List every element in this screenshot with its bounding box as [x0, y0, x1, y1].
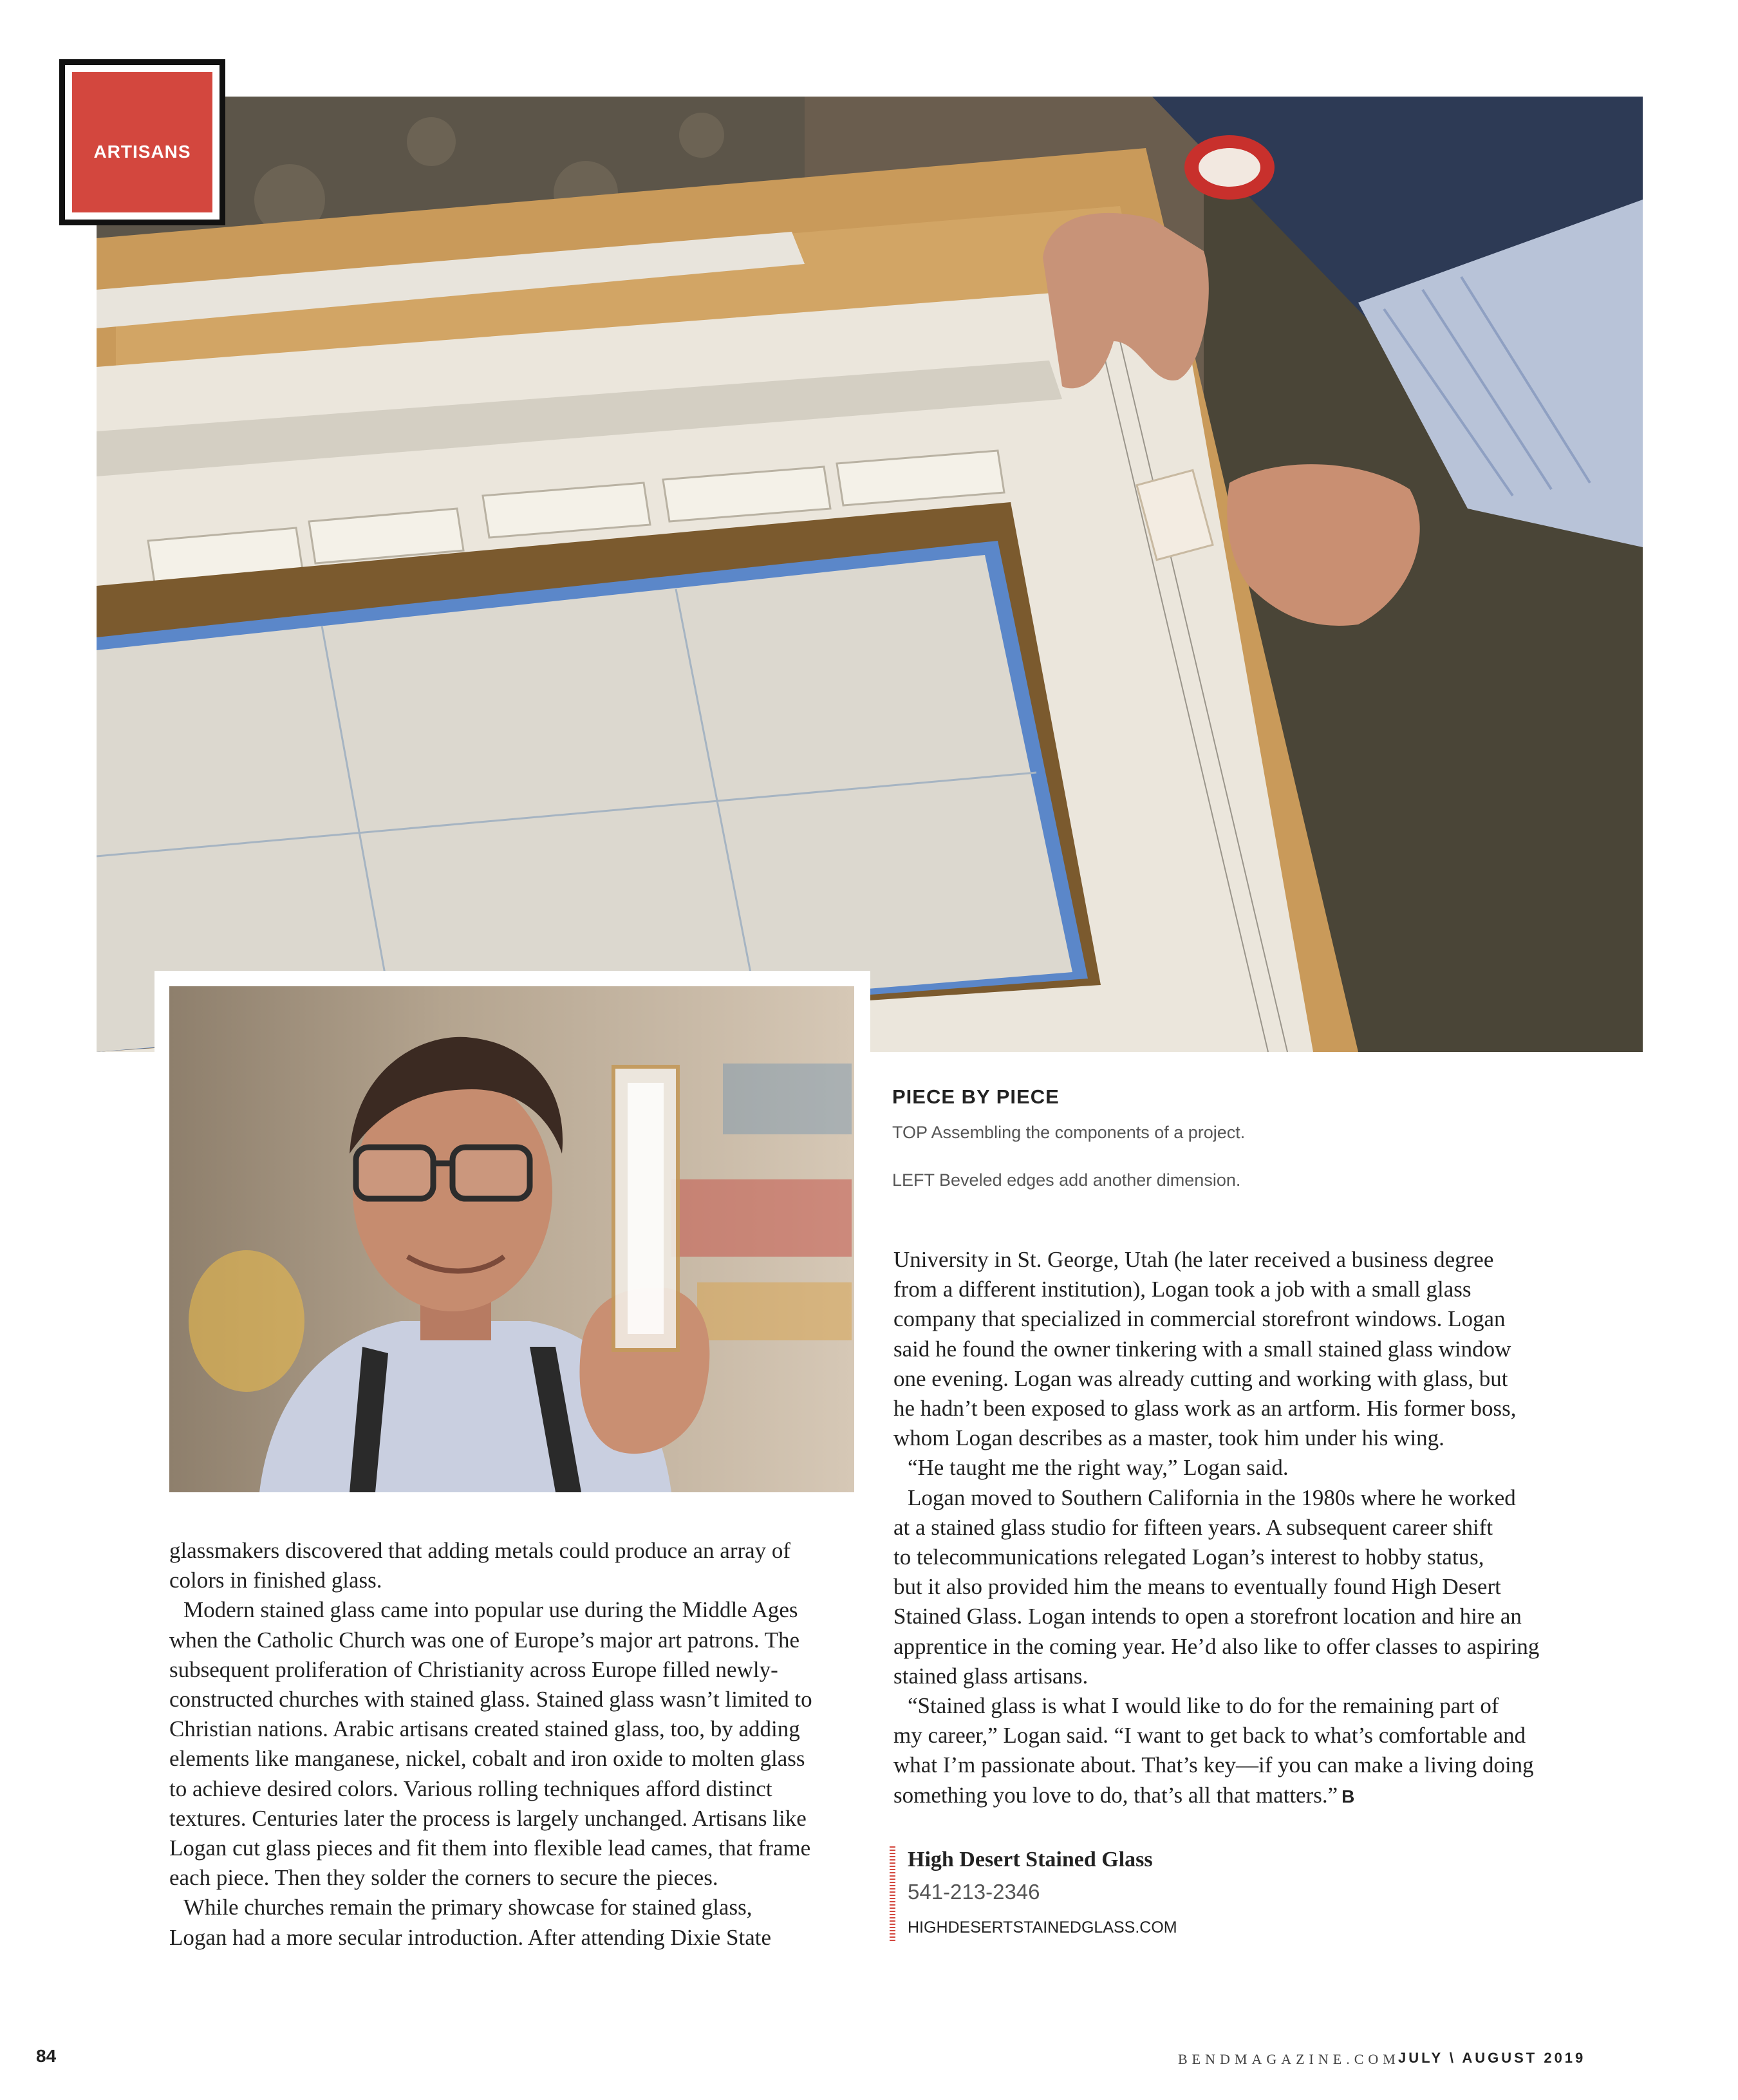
- body-line: to telecommunications relegated Logan’s interest to hobby status,: [893, 1544, 1484, 1570]
- contact-website-link[interactable]: HIGHDESERTSTAINEDGLASS.COM: [908, 1918, 1177, 1936]
- footer-site: BENDMAGAZINE.COM: [1178, 2051, 1400, 2067]
- top-photo-assembling-glass: [97, 97, 1643, 1052]
- body-line: Logan cut glass pieces and fit them into flexible lead cames, that frame: [169, 1835, 811, 1861]
- body-line: elements like manganese, nickel, cobalt and iron oxide to molten glass: [169, 1746, 805, 1772]
- body-line: at a stained glass studio for fifteen years. A subsequent career shift: [893, 1514, 1493, 1540]
- body-line: company that specialized in commercial storefront windows. Logan: [893, 1306, 1506, 1332]
- body-line: apprentice in the coming year. He’d also like to offer classes to aspiring: [893, 1633, 1540, 1659]
- body-line: Christian nations. Arabic artisans created stained glass, too, by adding: [169, 1716, 800, 1742]
- contact-accent-bar: [890, 1846, 895, 1943]
- caption-title: PIECE BY PIECE: [892, 1085, 1060, 1108]
- body-line-last: [893, 1781, 1582, 1812]
- caption-top: TOP Assembling the components of a project.: [892, 1123, 1246, 1142]
- body-line: Stained Glass. Logan intends to open a storefront location and hire an: [893, 1604, 1522, 1629]
- body-line-last-text: something you love to do, that’s all that matters.”: [893, 1782, 1338, 1808]
- body-line: colors in finished glass.: [169, 1568, 382, 1593]
- footer-issue: JULY \ AUGUST 2019: [1398, 2050, 1586, 2066]
- body-column-left: [169, 1536, 858, 1953]
- body-line: constructed churches with stained glass. Stained glass wasn’t limited to: [169, 1687, 812, 1712]
- section-tag-label: ARTISANS: [93, 142, 191, 162]
- body-line: “He taught me the right way,” Logan said.: [908, 1455, 1289, 1481]
- contact-business-name: High Desert Stained Glass: [908, 1848, 1153, 1871]
- section-tag: [59, 59, 225, 225]
- body-line: stained glass artisans.: [893, 1663, 1089, 1689]
- caption-left: LEFT Beveled edges add another dimension.: [892, 1170, 1241, 1190]
- page-number: 84: [36, 2046, 57, 2066]
- body-line: but it also provided him the means to eventually found High Desert: [893, 1574, 1501, 1600]
- body-line: whom Logan describes as a master, took him under his wing.: [893, 1425, 1444, 1451]
- body-line: University in St. George, Utah (he later received a business degree: [893, 1247, 1494, 1272]
- body-line: “Stained glass is what I would like to do for the remaining part of: [908, 1693, 1499, 1719]
- body-column-right: [893, 1245, 1582, 1812]
- end-mark-icon: B: [1341, 1786, 1354, 1806]
- inset-photo-beveled-glass: [169, 986, 854, 1492]
- body-line: glassmakers discovered that adding metals could produce an array of: [169, 1538, 791, 1563]
- body-line: Logan moved to Southern California in the 1980s where he worked: [908, 1485, 1516, 1510]
- body-line: to achieve desired colors. Various rolling techniques afford distinct: [169, 1776, 772, 1801]
- body-line: he hadn’t been exposed to glass work as an artform. His former boss,: [893, 1396, 1517, 1421]
- body-line: my career,” Logan said. “I want to get back to what’s comfortable and: [893, 1723, 1526, 1748]
- body-line: what I’m passionate about. That’s key—if you can make a living doing: [893, 1752, 1534, 1778]
- body-line: each piece. Then they solder the corners to secure the pieces.: [169, 1865, 718, 1891]
- contact-phone[interactable]: 541-213-2346: [908, 1880, 1040, 1904]
- body-line: subsequent proliferation of Christianity across Europe filled newly-: [169, 1656, 778, 1682]
- body-line: said he found the owner tinkering with a small stained glass window: [893, 1336, 1511, 1362]
- body-line: Modern stained glass came into popular use during the Middle Ages: [183, 1597, 798, 1623]
- body-line: when the Catholic Church was one of Europe’s major art patrons. The: [169, 1627, 800, 1653]
- body-line: one evening. Logan was already cutting and working with glass, but: [893, 1365, 1508, 1391]
- body-line: textures. Centuries later the process is largely unchanged. Artisans like: [169, 1805, 807, 1831]
- body-line: While churches remain the primary showcase for stained glass,: [183, 1895, 752, 1920]
- body-line: Logan had a more secular introduction. After attending Dixie State: [169, 1924, 771, 1950]
- body-line: from a different institution), Logan took a job with a small glass: [893, 1277, 1472, 1302]
